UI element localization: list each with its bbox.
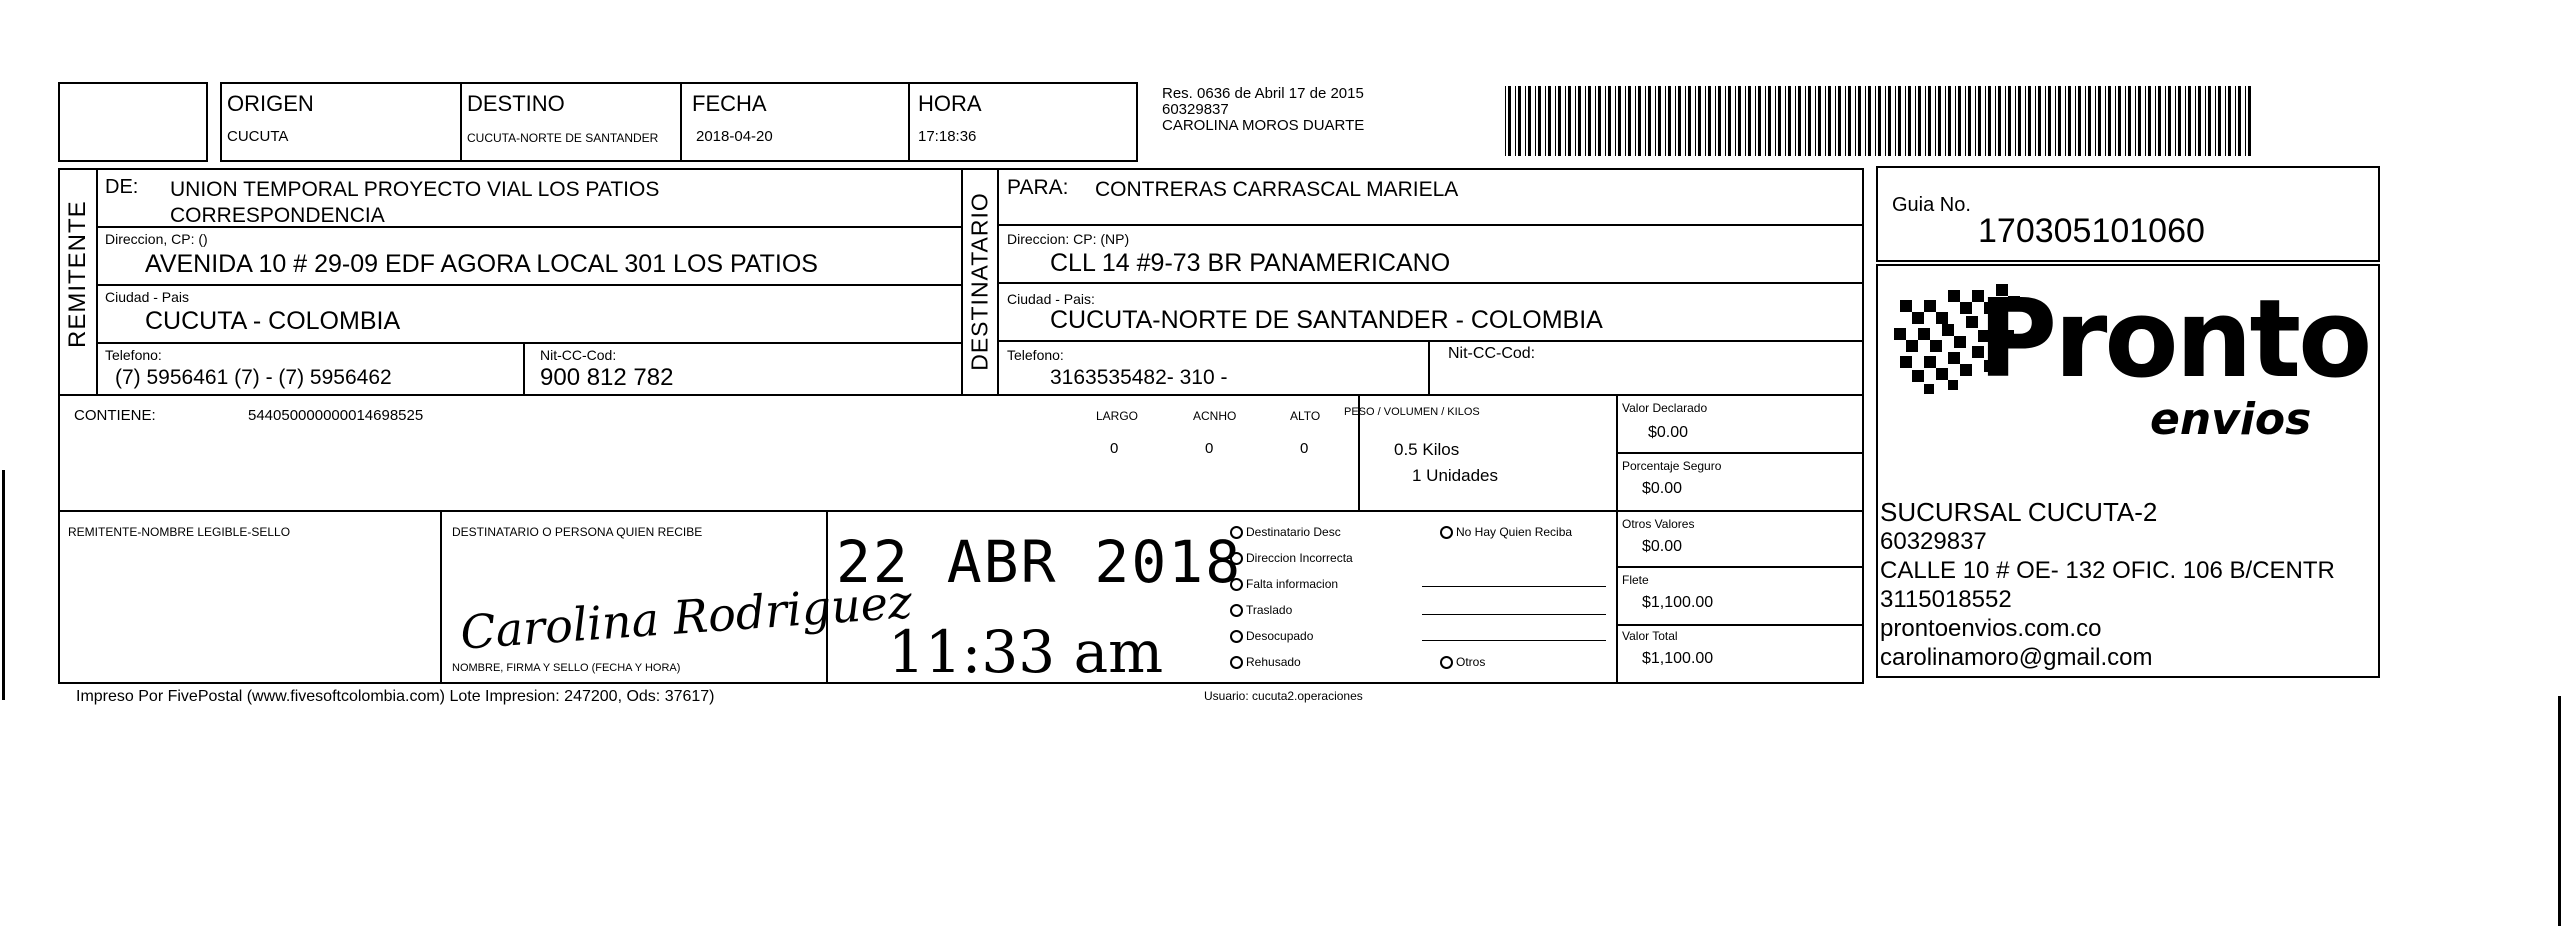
sucursal-web: prontoenvios.com.co: [1880, 615, 2102, 642]
barcode-bar: [1678, 86, 1681, 156]
seguro-value: $0.00: [1642, 480, 1683, 497]
radio-icon: [1230, 604, 1243, 617]
radio-icon: [1230, 656, 1243, 669]
fecha-label: FECHA: [692, 91, 767, 116]
brand-name: Pronto: [1978, 277, 2370, 402]
return-opt-6[interactable]: Rehusado: [1230, 656, 1301, 669]
rem-direccion-label: Direccion, CP: (): [105, 231, 208, 247]
barcode-bar: [1758, 86, 1761, 156]
barcode-bar: [2218, 86, 2221, 156]
barcode-bar: [2228, 86, 2231, 156]
radio-icon: [1440, 526, 1453, 539]
barcode-bar: [1675, 86, 1676, 156]
return-opt-5[interactable]: Desocupado: [1230, 630, 1313, 643]
barcode-bar: [2028, 86, 2031, 156]
barcode-bar: [1658, 86, 1661, 156]
barcode-bar: [1715, 86, 1716, 156]
alto-label: ALTO: [1290, 409, 1321, 423]
scan-edge-mark-right: [2558, 696, 2561, 926]
barcode-bar: [1605, 86, 1606, 156]
hora-value: 17:18:36: [918, 128, 977, 145]
barcode-bar: [2108, 86, 2111, 156]
dest-name: CONTRERAS CARRASCAL MARIELA: [1095, 178, 1459, 201]
barcode-bar: [1695, 86, 1696, 156]
barcode-bar: [1948, 86, 1951, 156]
barcode-bar: [1855, 86, 1856, 156]
barcode-bar: [1568, 86, 1571, 156]
barcode-bar: [1738, 86, 1741, 156]
rem-direccion: AVENIDA 10 # 29-09 EDF AGORA LOCAL 301 LOS PATIOS: [145, 250, 818, 278]
peso-value: 0.5 Kilos: [1394, 440, 1460, 459]
rem-ciudad: CUCUTA - COLOMBIA: [145, 307, 401, 335]
return-opt-1[interactable]: Destinatario Desc: [1230, 526, 1341, 539]
usuario: Usuario: cucuta2.operaciones: [1204, 689, 1363, 703]
barcode-bar: [1728, 86, 1731, 156]
barcode-bar: [1578, 86, 1581, 156]
barcode-bar: [1938, 86, 1941, 156]
barcode-bar: [2215, 86, 2216, 156]
total-label: Valor Total: [1622, 629, 1678, 643]
barcode-bar: [1575, 86, 1576, 156]
barcode-bar: [2098, 86, 2101, 156]
rem-ciudad-label: Ciudad - Pais: [105, 289, 190, 305]
barcode-bar: [1825, 86, 1826, 156]
barcode-bar: [2158, 86, 2161, 156]
barcode-bar: [1965, 86, 1966, 156]
barcode-bar: [1925, 86, 1926, 156]
ancho-label: ACNHO: [1193, 409, 1237, 423]
barcode-bar: [1685, 86, 1686, 156]
barcode-bar: [1625, 86, 1626, 156]
barcode-bar: [2048, 86, 2051, 156]
barcode-bar: [1885, 86, 1886, 156]
guia-number: 170305101060: [1978, 212, 2205, 250]
barcode-bar: [2128, 86, 2131, 156]
return-opt-3[interactable]: Falta informacion: [1230, 578, 1338, 591]
return-line-3: [1422, 640, 1606, 641]
sucursal-email: carolinamoro@gmail.com: [1880, 644, 2153, 671]
barcode-bar: [1688, 86, 1691, 156]
barcode-bar: [1785, 86, 1786, 156]
sucursal-phone: 3115018552: [1880, 586, 2012, 613]
return-opt-7[interactable]: No Hay Quien Reciba: [1440, 526, 1572, 539]
destino-label: DESTINO: [467, 91, 565, 116]
barcode-bar: [1748, 86, 1751, 156]
return-opt-8[interactable]: Otros: [1440, 656, 1485, 669]
barcode-bar: [2125, 86, 2126, 156]
radio-icon: [1440, 656, 1453, 669]
alto-value: 0: [1300, 440, 1309, 457]
resolution-name: CAROLINA MOROS DUARTE: [1162, 117, 1365, 134]
barcode-bar: [2155, 86, 2156, 156]
barcode-bar: [2185, 86, 2186, 156]
barcode-bar: [1788, 86, 1791, 156]
radio-icon: [1230, 578, 1243, 591]
barcode-bar: [1565, 86, 1566, 156]
origen-label: ORIGEN: [227, 91, 314, 116]
barcode-bar: [2188, 86, 2191, 156]
barcode-bar: [1815, 86, 1816, 156]
barcode-bar: [2078, 86, 2081, 156]
barcode-bar: [2055, 86, 2056, 156]
handwritten-signature: Carolina Rodriguez: [458, 574, 914, 660]
barcode-bar: [1955, 86, 1956, 156]
barcode-bar: [2115, 86, 2116, 156]
return-opt-2[interactable]: Direccion Incorrecta: [1230, 552, 1353, 565]
barcode-bar: [2165, 86, 2166, 156]
remitente-sign-label: REMITENTE-NOMBRE LEGIBLE-SELLO: [68, 525, 291, 539]
rem-nit-divider: [523, 342, 525, 394]
barcode-bar: [2065, 86, 2066, 156]
barcode-bar: [1505, 86, 1506, 156]
destinatario-sign-label: DESTINATARIO O PERSONA QUIEN RECIBE: [452, 525, 703, 539]
barcode-bar: [2235, 86, 2236, 156]
barcode-bar: [1998, 86, 2001, 156]
barcode-bar: [2225, 86, 2226, 156]
barcode-bar: [2195, 86, 2196, 156]
contents-label: CONTIENE:: [74, 407, 156, 424]
barcode-bar: [1868, 86, 1871, 156]
radio-icon: [1230, 552, 1243, 565]
barcode-bar: [1735, 86, 1736, 156]
barcode-bar: [1928, 86, 1931, 156]
barcode-bar: [1635, 86, 1636, 156]
dest-ciudad-label: Ciudad - Pais:: [1007, 291, 1095, 307]
values-div-2: [1616, 510, 1864, 512]
barcode-bar: [1765, 86, 1766, 156]
dest-row-divider-1: [997, 224, 1863, 226]
sucursal-name: SUCURSAL CUCUTA-2: [1880, 497, 2158, 527]
barcode: [1505, 86, 2251, 156]
barcode-bar: [1935, 86, 1936, 156]
guia-label: Guia No.: [1892, 194, 1971, 216]
barcode-bar: [2168, 86, 2171, 156]
otros-label: Otros Valores: [1622, 517, 1695, 531]
remitente-side-strip: [60, 170, 98, 394]
origen-value: CUCUTA: [227, 128, 289, 145]
sig-div-1: [440, 510, 442, 684]
return-opt-4[interactable]: Traslado: [1230, 604, 1292, 617]
time-handwritten: 11:33 am: [888, 618, 1164, 686]
barcode-bar: [1538, 86, 1541, 156]
barcode-bar: [1708, 86, 1711, 156]
remitente-box: [58, 168, 963, 396]
resolution-block: [1162, 86, 1364, 134]
radio-icon: [1230, 630, 1243, 643]
barcode-bar: [1835, 86, 1836, 156]
barcode-bar: [2178, 86, 2181, 156]
barcode-bar: [1865, 86, 1866, 156]
resolution-text: Res. 0636 de Abril 17 de 2015: [1162, 85, 1364, 102]
largo-label: LARGO: [1096, 409, 1139, 423]
resolution-number: 60329837: [1162, 101, 1229, 118]
barcode-bar: [1698, 86, 1701, 156]
barcode-bar: [2208, 86, 2211, 156]
barcode-bar: [2105, 86, 2106, 156]
dest-nit-divider: [1428, 340, 1430, 394]
barcode-bar: [1988, 86, 1991, 156]
dest-telefono: 3163535482- 310 -: [1050, 366, 1228, 389]
contents-code: 544050000000014698525: [248, 407, 424, 424]
barcode-bar: [1615, 86, 1616, 156]
barcode-bar: [1628, 86, 1631, 156]
barcode-bar: [1905, 86, 1906, 156]
barcode-bar: [1508, 86, 1511, 156]
barcode-bar: [2088, 86, 2091, 156]
dest-row-divider-3: [997, 340, 1863, 342]
barcode-bar: [1515, 86, 1516, 156]
barcode-bar: [1745, 86, 1746, 156]
flete-value: $1,100.00: [1642, 594, 1714, 611]
barcode-bar: [2238, 86, 2241, 156]
barcode-bar: [1958, 86, 1961, 156]
barcode-bar: [2068, 86, 2071, 156]
largo-value: 0: [1110, 440, 1119, 457]
barcode-bar: [2058, 86, 2061, 156]
dest-direccion-label: Direccion: CP: (NP): [1007, 231, 1130, 247]
ancho-value: 0: [1205, 440, 1214, 457]
rem-row-divider-3: [96, 342, 962, 344]
barcode-bar: [2145, 86, 2146, 156]
barcode-bar: [1525, 86, 1526, 156]
total-value: $1,100.00: [1642, 650, 1714, 667]
barcode-bar: [1895, 86, 1896, 156]
barcode-bar: [1985, 86, 1986, 156]
barcode-bar: [2148, 86, 2151, 156]
sucursal-id: 60329837: [1880, 528, 1987, 555]
barcode-bar: [1598, 86, 1601, 156]
peso-label: PESO / VOLUMEN / KILOS: [1344, 406, 1480, 418]
dest-telefono-label: Telefono:: [1007, 347, 1064, 363]
barcode-bar: [1978, 86, 1981, 156]
barcode-bar: [1555, 86, 1556, 156]
barcode-bar: [1918, 86, 1921, 156]
seguro-label: Porcentaje Seguro: [1622, 459, 1722, 473]
barcode-bar: [1518, 86, 1521, 156]
barcode-bar: [1535, 86, 1536, 156]
barcode-bar: [1545, 86, 1546, 156]
barcode-bar: [2025, 86, 2026, 156]
barcode-bar: [1828, 86, 1831, 156]
origen-cell: [220, 82, 462, 162]
barcode-bar: [2135, 86, 2136, 156]
barcode-bar: [2245, 86, 2246, 156]
barcode-bar: [2095, 86, 2096, 156]
destinatario-side-strip: [963, 170, 999, 394]
barcode-bar: [1718, 86, 1721, 156]
values-div-3: [1616, 566, 1864, 568]
barcode-bar: [1648, 86, 1651, 156]
printed-by: Impreso Por FivePostal (www.fivesoftcolombia.com) Lote Impresion: 247200, Ods: 37617): [76, 688, 715, 705]
rem-telefono-label: Telefono:: [105, 347, 162, 363]
barcode-bar: [1725, 86, 1726, 156]
barcode-bar: [2035, 86, 2036, 156]
rem-nit: 900 812 782: [540, 364, 674, 391]
barcode-bar: [1528, 86, 1531, 156]
barcode-bar: [1608, 86, 1611, 156]
nombre-firma-label: NOMBRE, FIRMA Y SELLO (FECHA Y HORA): [452, 662, 681, 674]
values-div-4: [1616, 624, 1864, 626]
barcode-bar: [1645, 86, 1646, 156]
dest-ciudad: CUCUTA-NORTE DE SANTANDER - COLOMBIA: [1050, 306, 1603, 334]
barcode-bar: [1858, 86, 1861, 156]
barcode-bar: [2198, 86, 2201, 156]
barcode-bar: [1875, 86, 1876, 156]
barcode-bar: [1818, 86, 1821, 156]
rem-row-divider-2: [96, 284, 962, 286]
sucursal-address: CALLE 10 # OE- 132 OFIC. 106 B/CENTR: [1880, 557, 2335, 584]
barcode-bar: [1808, 86, 1811, 156]
barcode-bar: [1775, 86, 1776, 156]
barcode-bar: [2175, 86, 2176, 156]
barcode-bar: [1638, 86, 1641, 156]
dest-para-label: PARA:: [1007, 176, 1069, 199]
return-line-1: [1422, 586, 1606, 587]
otros-value: $0.00: [1642, 538, 1683, 555]
barcode-bar: [2008, 86, 2011, 156]
dest-direccion: CLL 14 #9-73 BR PANAMERICANO: [1050, 249, 1451, 277]
values-div-1: [1616, 452, 1864, 454]
barcode-bar: [1595, 86, 1596, 156]
barcode-bar: [2205, 86, 2206, 156]
hora-label: HORA: [918, 91, 982, 116]
scan-edge-mark-left: [2, 470, 5, 700]
barcode-bar: [1768, 86, 1771, 156]
barcode-bar: [1945, 86, 1946, 156]
barcode-bar: [1838, 86, 1841, 156]
dest-row-divider-2: [997, 282, 1863, 284]
barcode-bar: [1975, 86, 1976, 156]
barcode-bar: [2018, 86, 2021, 156]
rem-name-line2: CORRESPONDENCIA: [170, 204, 385, 227]
barcode-bar: [2075, 86, 2076, 156]
barcode-bar: [1558, 86, 1561, 156]
destino-value: CUCUTA-NORTE DE SANTANDER: [467, 131, 659, 145]
guia-box: [1876, 166, 2380, 262]
rem-de-label: DE:: [105, 176, 139, 198]
barcode-bar: [1655, 86, 1656, 156]
barcode-bar: [1795, 86, 1796, 156]
destinatario-side-label: DESTINATARIO: [966, 192, 993, 371]
barcode-bar: [1805, 86, 1806, 156]
barcode-bar: [1755, 86, 1756, 156]
barcode-bar: [2248, 86, 2251, 156]
declarado-value: $0.00: [1648, 424, 1689, 441]
barcode-bar: [2038, 86, 2041, 156]
remitente-side-label: REMITENTE: [64, 200, 91, 348]
barcode-bar: [2118, 86, 2121, 156]
barcode-bar: [2015, 86, 2016, 156]
radio-icon: [1230, 526, 1243, 539]
barcode-bar: [1915, 86, 1916, 156]
hora-cell: [908, 82, 1138, 162]
barcode-bar: [1878, 86, 1881, 156]
barcode-bar: [1908, 86, 1911, 156]
barcode-bar: [2085, 86, 2086, 156]
barcode-bar: [1888, 86, 1891, 156]
date-stamp: 22 ABR 2018: [836, 528, 1243, 596]
rem-nit-label: Nit-CC-Cod:: [540, 347, 617, 363]
barcode-bar: [1548, 86, 1551, 156]
barcode-bar: [1705, 86, 1706, 156]
barcode-bar: [1798, 86, 1801, 156]
barcode-bar: [1848, 86, 1851, 156]
barcode-bar: [1668, 86, 1671, 156]
barcode-bar: [2005, 86, 2006, 156]
barcode-bar: [1588, 86, 1591, 156]
flete-label: Flete: [1622, 573, 1649, 587]
barcode-bar: [1585, 86, 1586, 156]
rem-telefono: (7) 5956461 (7) - (7) 5956462: [115, 366, 392, 389]
barcode-bar: [1618, 86, 1621, 156]
barcode-bar: [1778, 86, 1781, 156]
sucursal-block: [1880, 498, 2335, 672]
barcode-bar: [1665, 86, 1666, 156]
header-blank-cell: [58, 82, 208, 162]
unidades-value: 1 Unidades: [1412, 466, 1499, 485]
rem-name: UNION TEMPORAL PROYECTO VIAL LOS PATIOS: [170, 178, 660, 201]
return-line-2: [1422, 614, 1606, 615]
barcode-bar: [2138, 86, 2141, 156]
barcode-bar: [1968, 86, 1971, 156]
destino-cell: [460, 82, 682, 162]
dest-nit-label: Nit-CC-Cod:: [1448, 345, 1536, 362]
fecha-cell: [680, 82, 910, 162]
barcode-bar: [2045, 86, 2046, 156]
declarado-label: Valor Declarado: [1622, 401, 1708, 415]
fecha-value: 2018-04-20: [696, 128, 773, 145]
barcode-bar: [1898, 86, 1901, 156]
barcode-bar: [1995, 86, 1996, 156]
barcode-bar: [1845, 86, 1846, 156]
brand-sub: envios: [2150, 394, 2312, 445]
